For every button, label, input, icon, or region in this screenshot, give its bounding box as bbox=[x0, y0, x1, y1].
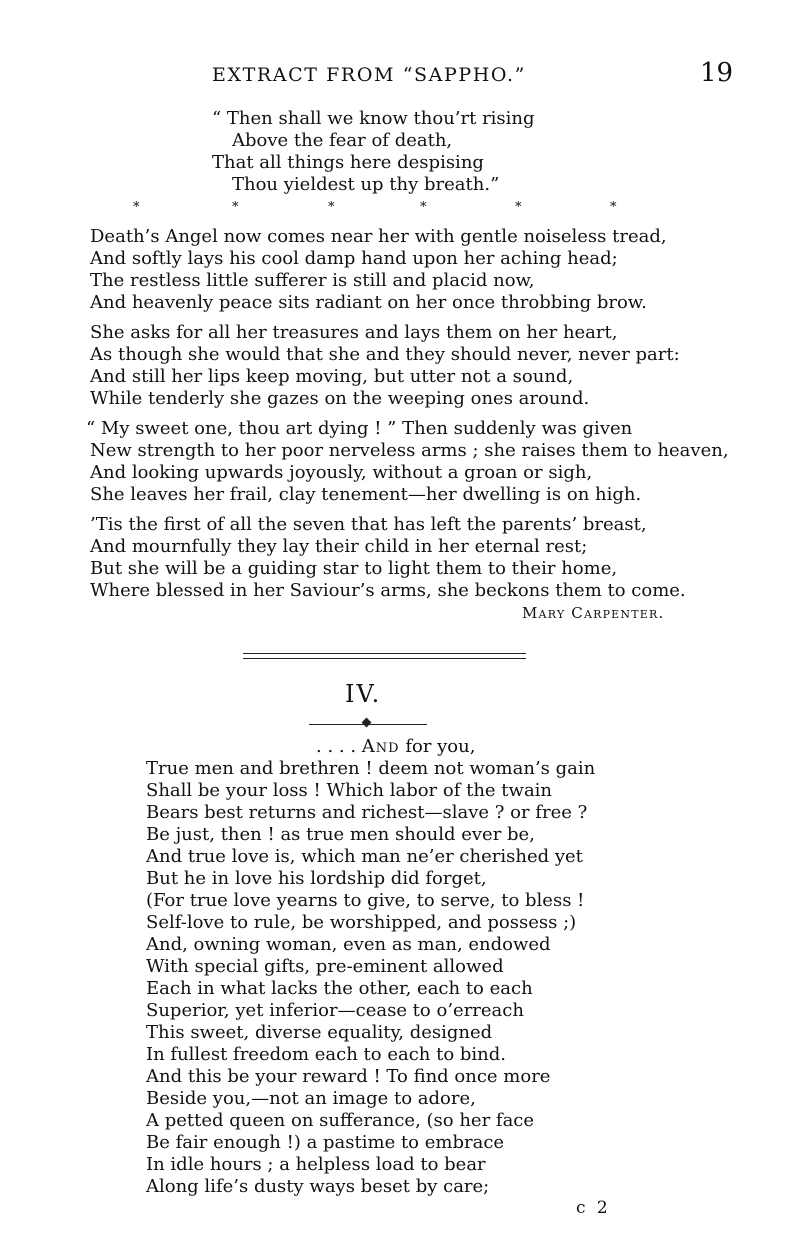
verse-line: In fullest freedom each to each to bind. bbox=[146, 1044, 507, 1065]
verse-line: Where blessed in her Saviour’s arms, she beckons them to come. bbox=[90, 580, 686, 601]
verse-line: Shall be your loss ! Which labor of the twain bbox=[146, 780, 553, 801]
small-caps-and: And bbox=[361, 736, 400, 757]
quote-line: Thou yieldest up thy breath.” bbox=[232, 174, 500, 195]
author-signature: Mary Carpenter. bbox=[522, 604, 665, 622]
verse-line: (For true love yearns to give, to serve, to bless ! bbox=[146, 890, 585, 911]
verse-line: A petted queen on sufferance, (so her face bbox=[146, 1110, 535, 1131]
verse-line: And looking upwards joyously, without a groan or sigh, bbox=[90, 462, 593, 483]
star: * bbox=[610, 200, 617, 215]
verse-line: Be fair enough !) a pastime to embrace bbox=[146, 1132, 505, 1153]
star: * bbox=[515, 200, 522, 215]
verse-line: While tenderly she gazes on the weeping ones around. bbox=[90, 388, 590, 409]
verse-line: Along life’s dusty ways beset by care; bbox=[146, 1176, 490, 1197]
verse-line: And still her lips keep moving, but utter not a sound, bbox=[90, 366, 574, 387]
quote-line: Above the fear of death, bbox=[232, 130, 453, 151]
verse-line: But she will be a guiding star to light them to their home, bbox=[90, 558, 618, 579]
star: * bbox=[420, 200, 427, 215]
ellipsis-dots: . . . . bbox=[316, 736, 357, 757]
verse-line-first bbox=[316, 736, 475, 758]
star: * bbox=[133, 200, 140, 215]
star: * bbox=[232, 200, 239, 215]
verse-line: This sweet, diverse equality, designed bbox=[146, 1022, 493, 1043]
verse-line: New strength to her poor nerveless arms ; she raises them to heaven, bbox=[90, 440, 729, 461]
double-rule-top bbox=[243, 653, 526, 654]
verse-line: “ My sweet one, thou art dying ! ” Then suddenly was given bbox=[86, 418, 633, 439]
running-head-title: EXTRACT FROM “SAPPHO.” bbox=[212, 64, 526, 86]
verse-line: Bears best returns and richest—slave ? or free ? bbox=[146, 802, 588, 823]
verse-line: And this be your reward ! To find once more bbox=[146, 1066, 551, 1087]
double-rule-bottom bbox=[243, 658, 526, 659]
verse-line: She asks for all her treasures and lays them on her heart, bbox=[90, 322, 618, 343]
section-break-stars bbox=[0, 200, 798, 222]
section-heading: IV. bbox=[345, 680, 382, 708]
star: * bbox=[328, 200, 335, 215]
verse-line: And softly lays his cool damp hand upon her aching head; bbox=[90, 248, 618, 269]
verse-line: And heavenly peace sits radiant on her once throbbing brow. bbox=[90, 292, 647, 313]
diamond-icon bbox=[362, 718, 372, 728]
verse-line: Beside you,—not an image to adore, bbox=[146, 1088, 476, 1109]
verse-line: Each in what lacks the other, each to each bbox=[146, 978, 533, 999]
quote-line: That all things here despising bbox=[212, 152, 484, 173]
verse-line: As though she would that she and they should never, never part: bbox=[90, 344, 680, 365]
verse-line: Death’s Angel now comes near her with gentle noiseless tread, bbox=[90, 226, 667, 247]
running-head bbox=[0, 58, 798, 94]
verse-line: And mournfully they lay their child in her eternal rest; bbox=[90, 536, 588, 557]
verse-line: In idle hours ; a helpless load to bear bbox=[146, 1154, 486, 1175]
verse-line: Be just, then ! as true men should ever be, bbox=[146, 824, 535, 845]
page-number: 19 bbox=[700, 58, 734, 88]
verse-line: Superior, yet inferior—cease to o’erreach bbox=[146, 1000, 524, 1021]
verse-line: And true love is, which man ne’er cherished yet bbox=[146, 846, 583, 867]
quote-line: “ Then shall we know thou’rt rising bbox=[212, 108, 535, 129]
gathering-signature: c 2 bbox=[576, 1198, 611, 1218]
verse-line: Self-love to rule, be worshipped, and possess ;) bbox=[146, 912, 577, 933]
verse-line: The restless little sufferer is still and placid now, bbox=[90, 270, 535, 291]
verse-line: But he in love his lordship did forget, bbox=[146, 868, 487, 889]
ornament-rule bbox=[309, 716, 427, 732]
verse-line: With special gifts, pre-eminent allowed bbox=[146, 956, 504, 977]
verse-line: ’Tis the first of all the seven that has left the parents’ breast, bbox=[90, 514, 647, 535]
verse-line: She leaves her frail, clay tenement—her dwelling is on high. bbox=[90, 484, 642, 505]
verse-text: for you, bbox=[399, 736, 476, 757]
verse-line: True men and brethren ! deem not woman’s gain bbox=[146, 758, 596, 779]
verse-line: And, owning woman, even as man, endowed bbox=[146, 934, 551, 955]
